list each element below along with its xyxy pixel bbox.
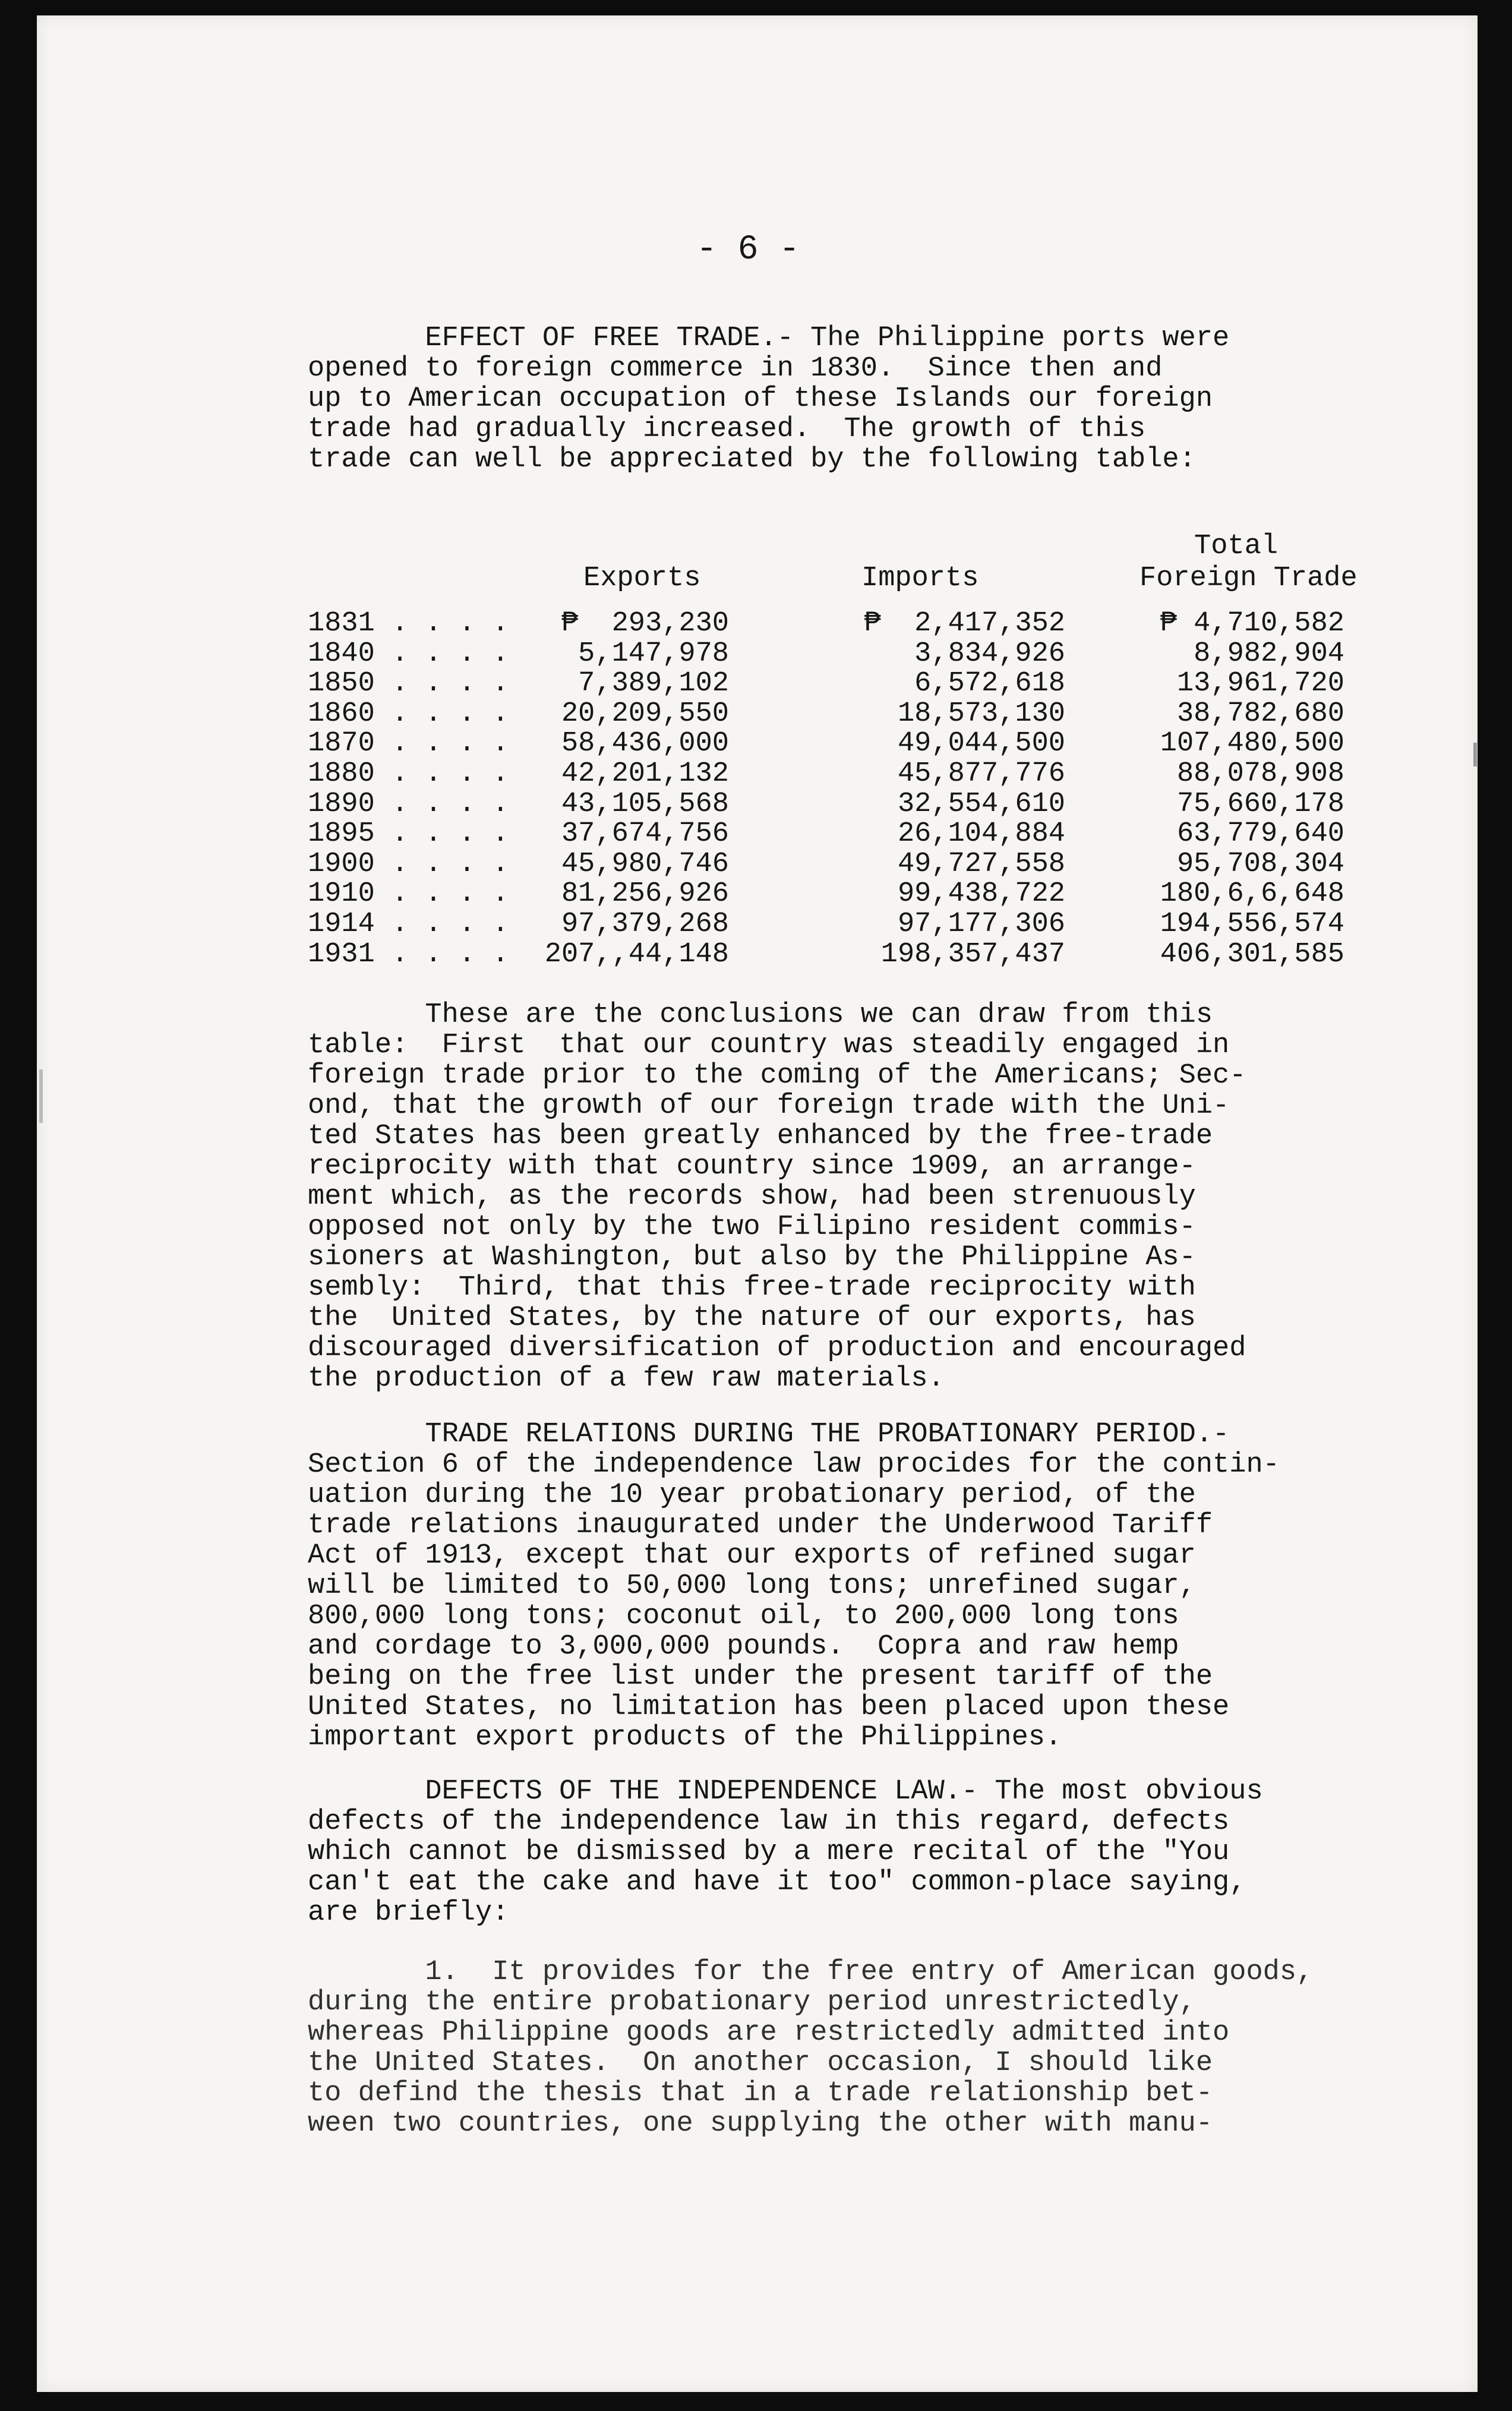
cell-year: 1860 . . . .	[308, 698, 509, 730]
cell-imports: 26,104,884	[897, 818, 1065, 850]
table-row	[0, 639, 1512, 670]
cell-total: ₱ 4,710,582	[1160, 608, 1344, 639]
cell-exports: 97,379,268	[561, 908, 729, 940]
table-row	[0, 819, 1512, 850]
cell-exports: 5,147,978	[578, 638, 729, 670]
table-row	[0, 669, 1512, 699]
cell-imports: ₱ 2,417,352	[864, 608, 1065, 639]
cell-exports: 7,389,102	[578, 668, 729, 700]
table-row	[0, 759, 1512, 790]
cell-year: 1914 . . . .	[308, 908, 509, 940]
header-imports: Imports	[861, 563, 979, 594]
cell-total: 13,961,720	[1176, 668, 1344, 700]
header-exports: Exports	[583, 563, 701, 594]
cell-year: 1850 . . . .	[308, 668, 509, 700]
cell-exports: 20,209,550	[561, 698, 729, 730]
paragraph-trade-relations: TRADE RELATIONS DURING THE PROBATIONARY PERIOD.- Section 6 of the independence law procides for the contin- uation during the 10 year probationary period, of the trade relations inaugurated under the Underwood Tariff Act of 1913, except that our exports of refined sugar will be limited to 50,000 long tons; unrefined sugar, 800,000 long tons; coconut oil, to 200,000 long tons and cordage to 3,000,000 pounds. Copra and raw hemp being on the free list under the present tariff of the United States, no limitation has been placed upon these important export products of the Philippines.	[308, 1419, 1280, 1753]
cell-year: 1895 . . . .	[308, 818, 509, 850]
cell-imports: 3,834,926	[914, 638, 1065, 670]
cell-total: 107,480,500	[1160, 728, 1344, 760]
cell-exports: ₱ 293,230	[561, 608, 729, 639]
cell-year: 1931 . . . .	[308, 938, 509, 970]
table-row	[0, 729, 1512, 759]
table-row	[0, 940, 1512, 970]
cell-total: 63,779,640	[1176, 818, 1344, 850]
table-row	[0, 850, 1512, 880]
table-header	[0, 531, 1512, 602]
scan-mark	[1473, 743, 1477, 766]
cell-year: 1870 . . . .	[308, 728, 509, 760]
cell-imports: 32,554,610	[897, 788, 1065, 820]
cell-imports: 45,877,776	[897, 758, 1065, 790]
cell-imports: 198,357,437	[880, 938, 1065, 970]
paragraph-defects: DEFECTS OF THE INDEPENDENCE LAW.- The most obvious defects of the independence law in this regard, defects which cannot be dismissed by a mere recital of the "You can't eat the cake and have it too" common-place saying, are briefly:	[308, 1776, 1263, 1929]
cell-imports: 99,438,722	[897, 878, 1065, 910]
cell-imports: 97,177,306	[897, 908, 1065, 940]
cell-total: 406,301,585	[1160, 938, 1344, 970]
paragraph-item-1: 1. It provides for the free entry of American goods, during the entire probationary period unrestrictedly, whereas Philippine goods are restrictedly admitted into the United States. On another occasion, I should like to defind the thesis that in a trade relationship bet- ween two countries, one supplying the other with manu-	[308, 1956, 1314, 2139]
cell-total: 75,660,178	[1176, 788, 1344, 820]
cell-exports: 42,201,132	[561, 758, 729, 790]
cell-year: 1910 . . . .	[308, 878, 509, 910]
cell-year: 1831 . . . .	[308, 608, 509, 639]
cell-year: 1890 . . . .	[308, 788, 509, 820]
cell-exports: 58,436,000	[561, 728, 729, 760]
cell-imports: 49,044,500	[897, 728, 1065, 760]
cell-total: 38,782,680	[1176, 698, 1344, 730]
cell-exports: 37,674,756	[561, 818, 729, 850]
cell-exports: 45,980,746	[561, 848, 729, 880]
cell-imports: 18,573,130	[897, 698, 1065, 730]
table-row	[0, 699, 1512, 730]
cell-year: 1900 . . . .	[308, 848, 509, 880]
cell-imports: 6,572,618	[914, 668, 1065, 700]
paragraph-conclusions: These are the conclusions we can draw from this table: First that our country was steadily engaged in foreign trade prior to the coming of the Americans; Sec- ond, that the growth of our foreign trade with the Uni- ted States has been greatly enhanced by the free-trade reciprocity with that country since 1909, an arrange- ment which, as the records show, had been strenuously opposed not only by the two Filipino resident commis- sioners at Washington, but also by the Philippine As- sembly: Third, that this free-trade reciprocity with the United States, by the nature of our exports, has discouraged diversification of production and encouraged the production of a few raw materials.	[308, 999, 1246, 1394]
table-row	[0, 609, 1512, 639]
paragraph-effect-of-free-trade: EFFECT OF FREE TRADE.- The Philippine ports were opened to foreign commerce in 1830. Since then and up to American occupation of these Islands our foreign trade had gradually increased. The growth of this trade can well be appreciated by the following table:	[308, 323, 1230, 475]
cell-year: 1840 . . . .	[308, 638, 509, 670]
cell-total: 180,6,6,648	[1160, 878, 1344, 910]
cell-total: 194,556,574	[1160, 908, 1344, 940]
table-row	[0, 910, 1512, 940]
table-row	[0, 790, 1512, 820]
header-total-line2: Foreign Trade	[1139, 563, 1358, 594]
cell-exports: 207,,44,148	[544, 938, 729, 970]
trade-table	[0, 609, 1512, 970]
cell-year: 1880 . . . .	[308, 758, 509, 790]
cell-imports: 49,727,558	[897, 848, 1065, 880]
cell-total: 8,982,904	[1194, 638, 1344, 670]
cell-exports: 43,105,568	[561, 788, 729, 820]
cell-exports: 81,256,926	[561, 878, 729, 910]
cell-total: 88,078,908	[1176, 758, 1344, 790]
page-number: - 6 -	[696, 231, 800, 269]
cell-total: 95,708,304	[1176, 848, 1344, 880]
scan-mark	[39, 1069, 43, 1123]
header-total-line1: Total	[1194, 531, 1279, 562]
table-row	[0, 879, 1512, 910]
